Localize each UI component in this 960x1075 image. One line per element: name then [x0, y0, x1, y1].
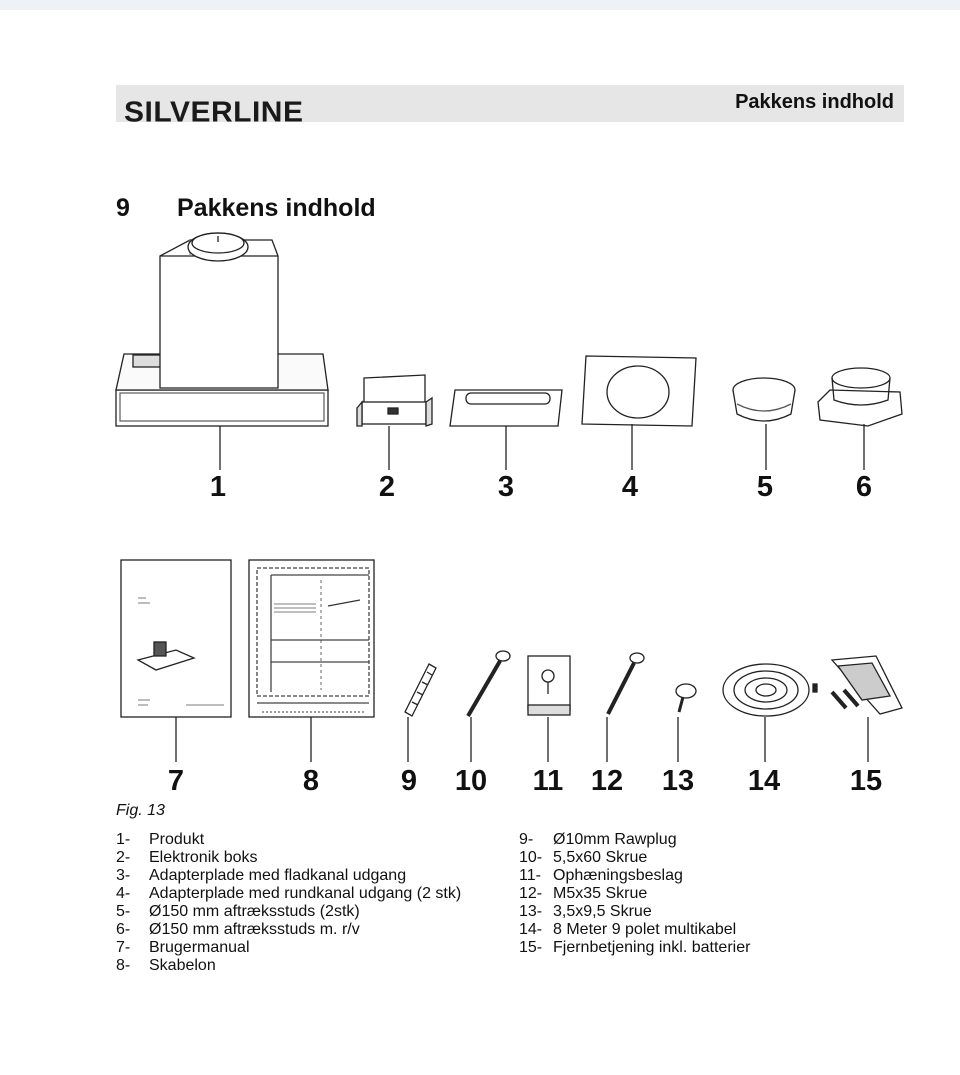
part-3-flat-adapter-plate — [450, 390, 562, 470]
legend-item: 7- Brugermanual — [116, 939, 250, 956]
legend-left — [116, 831, 461, 975]
part-2-electronics-box — [357, 375, 432, 470]
callout-8: 8 — [302, 765, 320, 797]
part-8-template — [249, 560, 374, 762]
legend-item: 3- Adapterplade med fladkanal udgang — [116, 867, 407, 884]
callout-10: 10 — [454, 765, 488, 797]
section-number: 9 — [116, 194, 130, 222]
legend-item: 14- 8 Meter 9 polet multikabel — [519, 921, 737, 938]
legend-item: 4- Adapterplade med rundkanal udgang (2 stk) — [116, 885, 462, 902]
callout-3: 3 — [497, 471, 515, 503]
part-5-round-connector — [733, 378, 795, 470]
callout-9: 9 — [400, 765, 418, 797]
legend-item: 2- Elektronik boks — [116, 849, 258, 866]
part-14-multicable — [723, 664, 817, 762]
callout-13: 13 — [661, 765, 695, 797]
legend-right — [519, 831, 750, 957]
callout-11: 11 — [532, 765, 564, 797]
callout-2: 2 — [378, 471, 396, 503]
legend-item: 10- 5,5x60 Skrue — [519, 849, 648, 866]
figure-caption: Fig. 13 — [116, 802, 165, 819]
part-12-screw-m5x35 — [607, 653, 644, 762]
header-title: Pakkens indhold — [735, 91, 894, 113]
legend-item: 6- Ø150 mm aftræksstuds m. r/v — [116, 921, 360, 938]
part-9-rawplug — [405, 664, 436, 762]
legend-item: 9- Ø10mm Rawplug — [519, 831, 677, 848]
part-4-round-adapter-plate — [582, 356, 696, 470]
part-15-remote-control — [832, 656, 902, 762]
part-13-screw-3-5x9-5 — [676, 684, 696, 762]
callout-7: 7 — [167, 765, 185, 797]
callout-15: 15 — [849, 765, 883, 797]
legend-item: 12- M5x35 Skrue — [519, 885, 648, 902]
callout-14: 14 — [747, 765, 781, 797]
part-1-product — [116, 233, 328, 470]
part-7-user-manual — [121, 560, 231, 762]
legend-item: 8- Skabelon — [116, 957, 216, 974]
callout-12: 12 — [590, 765, 624, 797]
part-10-screw-5-5x60 — [468, 651, 510, 762]
legend-item: 11- Ophæningsbeslag — [519, 867, 683, 884]
callout-1: 1 — [209, 471, 227, 503]
callout-6: 6 — [855, 471, 873, 503]
callout-4: 4 — [621, 471, 639, 503]
legend-item: 15- Fjernbetjening inkl. batterier — [519, 939, 751, 956]
part-6-connector-with-valve — [818, 368, 902, 470]
legend-item: 5- Ø150 mm aftræksstuds (2stk) — [116, 903, 360, 920]
legend-item: 1- Produkt — [116, 831, 205, 848]
part-11-suspension-bracket — [528, 656, 570, 762]
brand-logo: SILVERLINE — [124, 96, 304, 129]
section-title: Pakkens indhold — [177, 194, 376, 222]
legend-item: 13- 3,5x9,5 Skrue — [519, 903, 652, 920]
callout-5: 5 — [756, 471, 774, 503]
